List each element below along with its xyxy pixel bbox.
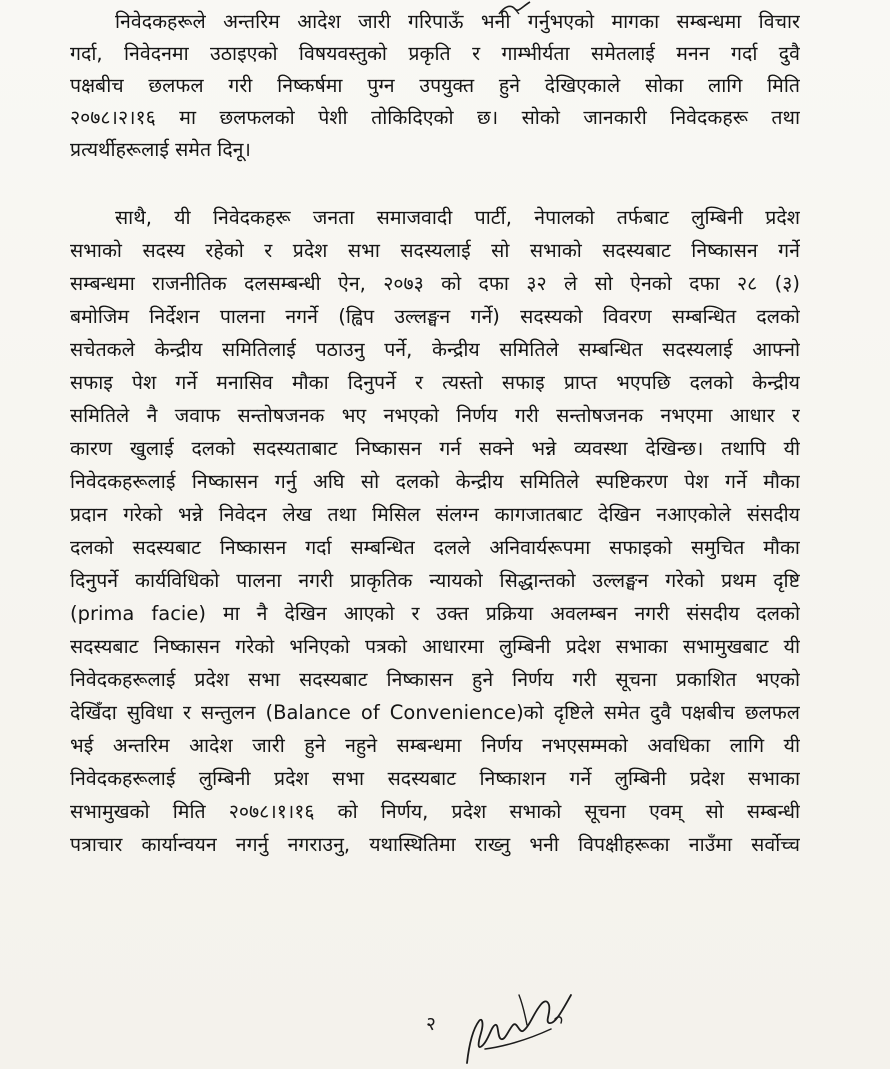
- paragraph-gap: [70, 166, 800, 201]
- paragraph-line: निवेदकहरूलाई लुम्बिनी प्रदेश सभा सदस्यबाट निष्काशन गर्ने लुम्बिनी प्रदेश सभाका: [70, 767, 800, 790]
- paragraph-line: (prima facie) मा नै देखिन आएको र उक्त प्रक्रिया अवलम्बन नगरी संसदीय दलको: [70, 602, 800, 625]
- paragraph-line: निवेदकहरूलाई प्रदेश सभा सदस्यबाट निष्कासन हुने निर्णय गरी सूचना प्रकाशित भएको: [70, 668, 800, 691]
- paragraph-line: सम्बन्धमा राजनीतिक दलसम्बन्धी ऐन, २०७३ को दफा ३२ ले सो ऐनको दफा २८ (३): [70, 272, 800, 295]
- paragraph-line: पक्षबीच छलफल गरी निष्कर्षमा पुग्न उपयुक्त हुने देखिएकाले सोका लागि मिति: [70, 74, 800, 97]
- paragraph-line: निवेदकहरूले अन्तरिम आदेश जारी गरिपाऊँ भनी गर्नुभएको मागका सम्बन्धमा विचार: [115, 10, 800, 33]
- paragraph-line: निवेदकहरूलाई निष्कासन गर्नु अघि सो दलको केन्द्रीय समितिले स्पष्टिकरण पेश गर्ने मौका: [70, 470, 800, 493]
- paragraph-line: पत्राचार कार्यान्वयन नगर्नु नगराउनु, यथास्थितिमा राख्नु भनी विपक्षीहरूका नाउँमा सर्वोच्च: [70, 833, 800, 856]
- paragraph-line: कारण खुलाई दलको सदस्यताबाट निष्कासन गर्न सक्ने भन्ने व्यवस्था देखिन्छ। तथापि यी: [70, 437, 800, 460]
- paragraph-line: गर्दा, निवेदनमा उठाइएको विषयवस्तुको प्रकृति र गाम्भीर्यता समेतलाई मनन गर्दा दुवै: [70, 42, 800, 65]
- paragraph-line: प्रत्यर्थीहरूलाई समेत दिनू।: [70, 138, 251, 161]
- paragraph-line: दलको सदस्यबाट निष्कासन गर्दा सम्बन्धित दलले अनिवार्यरूपमा सफाइको समुचित मौका: [70, 536, 800, 559]
- paragraph-line: बमोजिम निर्देशन पालना नगर्ने (ह्विप उल्लङ्घन गर्ने) सदस्यको विवरण सम्बन्धित दलको: [70, 305, 800, 328]
- paragraph-line: सफाइ पेश गर्ने मनासिव मौका दिनुपर्ने र त्यस्तो सफाइ प्राप्त भएपछि दलको केन्द्रीय: [70, 371, 800, 394]
- paragraph-1: [70, 6, 800, 166]
- paragraph-line: समितिले नै जवाफ सन्तोषजनक भए नभएको निर्णय गरी सन्तोषजनक नभएमा आधार र: [70, 404, 800, 427]
- paragraph-line: साथै, यी निवेदकहरू जनता समाजवादी पार्टी, नेपालको तर्फबाट लुम्बिनी प्रदेश: [115, 206, 800, 229]
- page-number: २: [426, 1013, 436, 1035]
- paragraph-line: सचेतकले केन्द्रीय समितिलाई पठाउनु पर्ने, केन्द्रीय समितिले सम्बन्धित सदस्यलाई आफ्नो: [70, 338, 800, 361]
- paragraph-line: देखिँदा सुविधा र सन्तुलन (Balance of Convenience)को दृष्टिले समेत दुवै पक्षबीच छलफल: [70, 701, 800, 724]
- paragraph-line: २०७८।२।१६ मा छलफलको पेशी तोकिदिएको छ। सोको जानकारी निवेदकहरू तथा: [70, 106, 800, 129]
- handwritten-signature-icon: [455, 985, 585, 1069]
- paragraph-line: सदस्यबाट निष्कासन गरेको भनिएको पत्रको आधारमा लुम्बिनी प्रदेश सभाका सभामुखबाट यी: [70, 635, 800, 658]
- paragraph-line: भई अन्तरिम आदेश जारी हुने नहुने सम्बन्धमा निर्णय नभएसम्मको अवधिका लागि यी: [70, 734, 800, 757]
- paragraph-line: दिनुपर्ने कार्यविधिको पालना नगरी प्राकृतिक न्यायको सिद्धान्तको उल्लङ्घन गरेको प्रथम दृष्टि: [70, 569, 800, 592]
- paragraph-line: सभामुखको मिति २०७८।१।१६ को निर्णय, प्रदेश सभाको सूचना एवम् सो सम्बन्धी: [70, 800, 800, 823]
- paragraph-line: सभाको सदस्य रहेको र प्रदेश सभा सदस्यलाई सो सभाको सदस्यबाट निष्कासन गर्ने: [70, 239, 800, 262]
- paragraph-2: [70, 201, 800, 861]
- document-body: [70, 6, 800, 861]
- paragraph-line: प्रदान गरेको भन्ने निवेदन लेख तथा मिसिल संलग्न कागजातबाट देखिन नआएकोले संसदीय: [70, 503, 800, 526]
